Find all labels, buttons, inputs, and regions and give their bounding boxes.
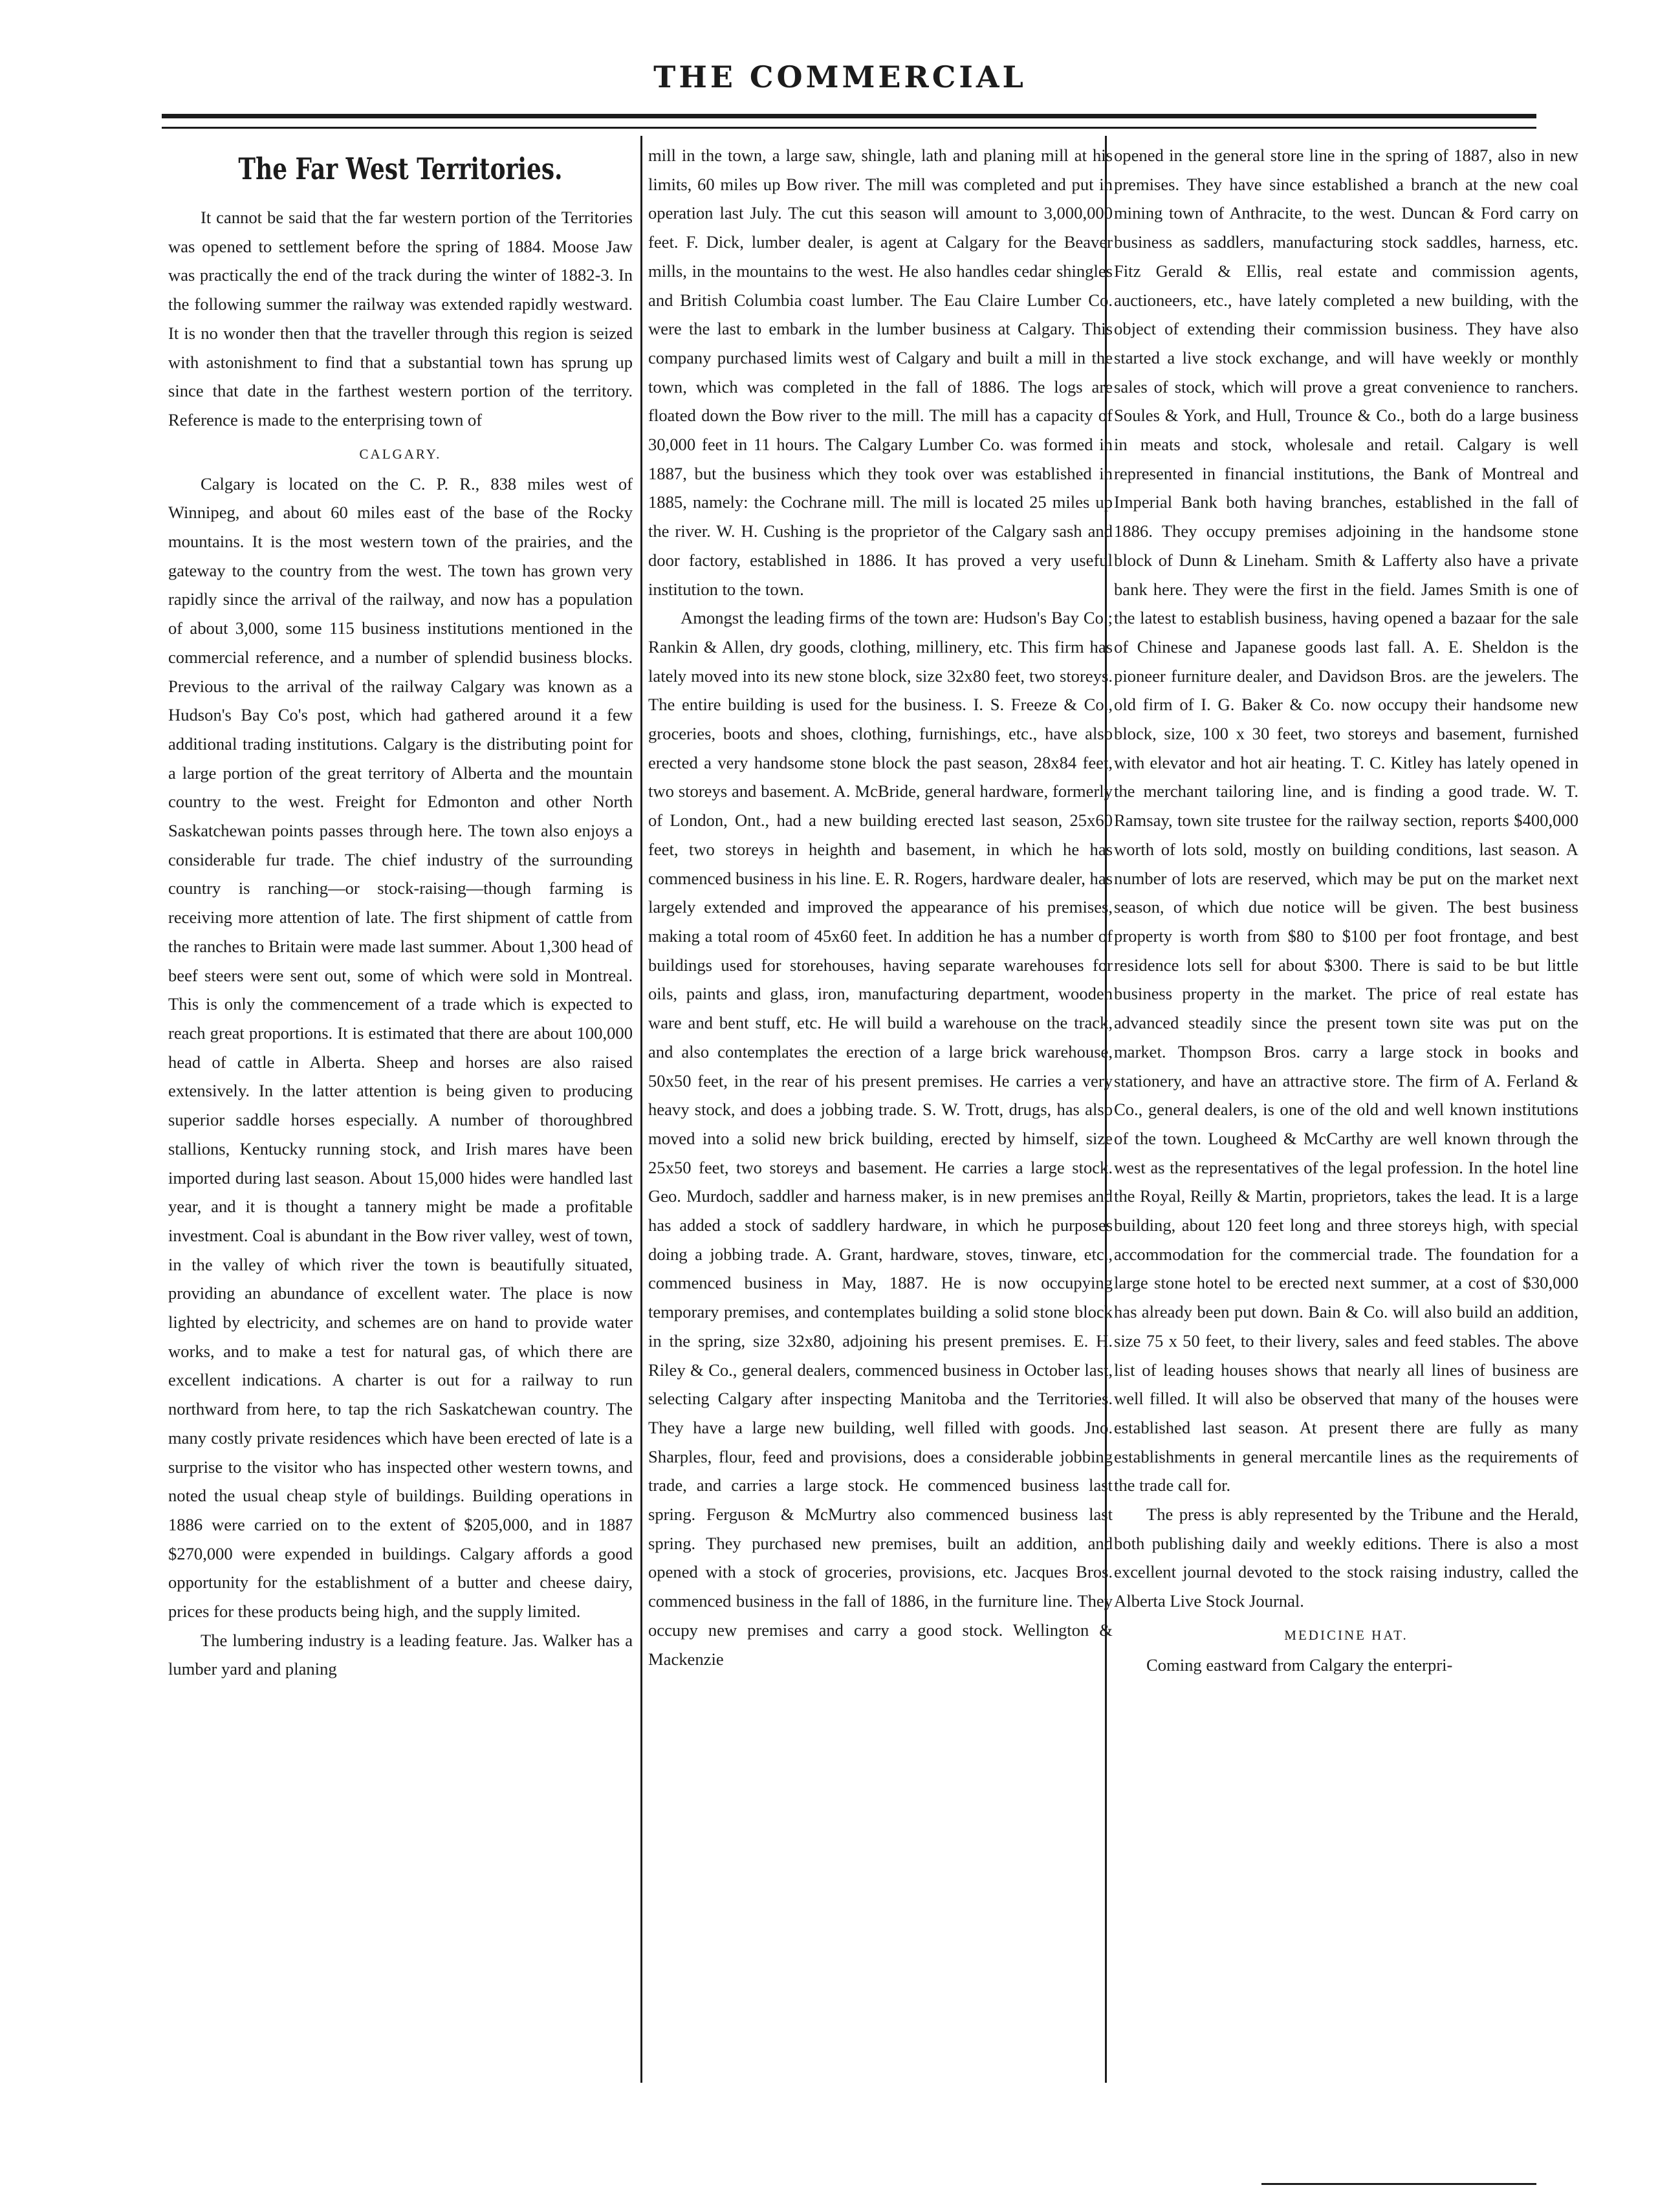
paragraph-medicine-hat: Coming eastward from Calgary the enterpri- [1146, 1655, 1453, 1675]
paragraph-leading-firms: Amongst the leading firms of the town are: Hudson's Bay Co.; Rankin & Allen, dry goods, clothing, millinery, etc. This firm has lately moved into its new stone block, size 32x80 feet, two storeys. The entire building is used for the business. I. S. Freeze & Co., groceries, boots and shoes, clothing, furnishings, etc., have also erected a very handsome stone block the past season, 28x84 feet, two storeys and basement. A. McBride, general hardware, formerly of London, Ont., had a new building erected last season, 25x60 feet, two storeys in heighth and basement, in which he has commenced business in his line. E. R. Rogers, hardware dealer, has largely extended and improved the appearance of his premises, making a total room of 45x60 feet. In addition he has a number of buildings used for storehouses, having separate warehouses for oils, paints and glass, iron, manufacturing department, wooden ware and bent stuff, etc. He will build a warehouse on the track, and also contemplates the erection of a large brick warehouse, 50x50 feet, in the rear of his present premises. He carries a very heavy stock, and does a jobbing trade. S. W. Trott, drugs, has also moved into a solid new brick building, erected by himself, size 25x50 feet, two storeys and basement. He carries a large stock. Geo. Murdoch, saddler and harness maker, is in new premises and has added a stock of saddlery hardware, in which he purposes doing a jobbing trade. A. Grant, hardware, stoves, tinware, etc., commenced business in May, 1887. He is now occupying temporary premises, and contemplates building a solid stone block in the spring, size 32x80, adjoining his present premises. E. H. Riley & Co., general dealers, commenced business in October last, selecting Calgary after inspecting Manitoba and the Territories. They have a large new building, well filled with goods. Jno. Sharples, flour, feed and provisions, does a considerable jobbing trade, and carries a large stock. He commenced business last spring. Ferguson & McMurtry also commenced business last spring. They purchased new premises, built an addition, and opened with a stock of groceries, provisions, etc. Jacques Bros. commenced business in the fall of 1886, in the furniture line. They occupy new premises and carry a good stock. Wellington & Mackenzie [648, 608, 1113, 1669]
masthead-rule-thick [162, 114, 1536, 118]
bottom-rule [1261, 2183, 1536, 2185]
paragraph-lumbering: The lumbering industry is a leading feature. Jas. Walker has a lumber yard and planing [168, 1630, 633, 1679]
column-1 [168, 147, 633, 1684]
masthead-rule-thin [162, 127, 1536, 129]
paragraph-intro: It cannot be said that the far western portion of the Territories was opened to settlement before the spring of 1884. Moose Jaw was practically the end of the track during the winter of 1882-3. In the following summer the railway was extended rapidly westward. It is no wonder then that the traveller through this region is seized with astonishment to find that a substantial town has sprung up since that date in the farthest western portion of the territory. Reference is made to the enterprising town of [168, 208, 633, 429]
paragraph-lumber-mills: mill in the town, a large saw, shingle, lath and planing mill at his limits, 60 miles up Bow river. The mill was completed and put in operation last July. The cut this season will amount to 3,000,000 feet. F. Dick, lumber dealer, is agent at Calgary for the Beaver mills, in the mountains to the west. He also handles cedar shingles and British Columbia coast lumber. The Eau Claire Lumber Co. were the last to embark in the lumber business at Calgary. This company purchased limits west of Calgary and built a mill in the town, which was completed in the fall of 1886. The logs are floated down the Bow river to the mill. The mill has a capacity of 30,000 feet in 11 hours. The Calgary Lumber Co. was formed in 1887, but the business which they took over was established in 1885, namely: the Cochrane mill. The mill is located 25 miles up the river. W. H. Cushing is the proprietor of the Calgary sash and door factory, established in 1886. It has proved a very useful institution to the town. [648, 146, 1113, 599]
subhead-calgary: CALGARY. [359, 446, 442, 462]
masthead-title: THE COMMERCIAL [653, 60, 1027, 94]
column-divider-left [640, 136, 642, 2083]
paragraph-press: The press is ably represented by the Tribune and the Herald, both publishing daily and weekly editions. There is also a most excellent journal devoted to the stock raising industry, called the Alberta Live Stock Journal. [1114, 1504, 1578, 1611]
column-2 [648, 141, 1113, 1673]
paragraph-firms-continued: opened in the general store line in the spring of 1887, also in new premises. They have since established a branch at the new coal mining town of Anthracite, to the west. Duncan & Ford carry on business as saddlers, manufacturing stock saddles, harness, etc. Fitz Gerald & Ellis, real estate and commission agents, auctioneers, etc., have lately completed a new building, with the object of extending their commission business. They have also started a live stock exchange, and will have weekly or monthly sales of stock, which will prove a great convenience to ranchers. Soules & York, and Hull, Trounce & Co., both do a large business in meats and stock, wholesale and retail. Calgary is well represented in financial institutions, the Bank of Montreal and Imperial Bank both having branches, established in the fall of 1886. They occupy premises adjoining in the handsome stone block of Dunn & Lineham. Smith & Lafferty also have a private bank here. They were the first in the field. James Smith is one of the latest to establish business, having opened a bazaar for the sale of Chinese and Japanese goods last fall. A. E. Sheldon is the pioneer furniture dealer, and Davidson Bros. are the jewelers. The old firm of I. G. Baker & Co. now occupy their handsome new block, size, 100 x 30 feet, two storeys and basement, furnished with elevator and hot air heating. T. C. Kitley has lately opened in the merchant tailoring line, and is finding a good trade. W. T. Ramsay, town site trustee for the railway section, reports $400,000 worth of lots sold, mostly on building conditions, last season. A number of lots are reserved, which may be put on the market next season, of which due notice will be given. The best business property is worth from $80 to $100 per foot frontage, and best residence lots sell for about $300. There is said to be but little business property in the market. The price of real estate has advanced steadily since the present town site was put on the market. Thompson Bros. carry a large stock in books and stationery, and have an attractive store. The firm of A. Ferland & Co., general dealers, is one of the old and well known institutions of the town. Lougheed & McCarthy are well known through the west as the representatives of the legal profession. In the hotel line the Royal, Reilly & Martin, proprietors, takes the lead. It is a large building, about 120 feet long and three storeys high, with special accommodation for the commercial trade. The foundation for a large stone hotel to be erected next summer, at a cost of $30,000 has already been put down. Bain & Co. will also build an addition, size 75 x 50 feet, to their livery, sales and feed stables. The above list of leading houses shows that nearly all lines of business are well filled. It will also be observed that many of the houses were established last season. At present there are fully as many establishments in general mercantile lines as the requirements of the trade call for. [1114, 146, 1578, 1495]
column-3 [1114, 141, 1578, 1680]
paragraph-calgary: Calgary is located on the C. P. R., 838 miles west of Winnipeg, and about 60 miles east of the base of the Rocky mountains. It is the most western town of the prairies, and the gateway to the country from the west. The town has grown very rapidly since the arrival of the railway, and now has a population of about 3,000, some 115 business institutions mentioned in the commercial reference, and a number of splendid business blocks. Previous to the arrival of the railway Calgary was known as a Hudson's Bay Co's post, which had gathered around it a few additional trading institutions. Calgary is the distributing point for a large portion of the great territory of Alberta and the mountain country to the west. Freight for Edmonton and other North Saskatchewan points passes through here. The town also enjoys a considerable fur trade. The chief industry of the surrounding country is ranching—or stock-raising—though farming is receiving more attention of late. The first shipment of cattle from the ranches to Britain were made last summer. About 1,300 head of beef steers were sent out, some of which were sold in Montreal. This is only the commencement of a trade which is expected to reach great proportions. It is estimated that there are about 100,000 head of cattle in Alberta. Sheep and horses are also raised extensively. In the latter attention is being given to producing superior saddle horses especially. A number of thoroughbred stallions, Kentucky running stock, and Irish mares have been imported during last season. About 15,000 hides were handled last year, and it is thought a tannery might be made a profitable investment. Coal is abundant in the Bow river valley, west of town, in the valley of which river the town is beautifully situated, providing an abundance of excellent water. The place is now lighted by electricity, and schemes are on hand to provide water works, and to make a test for natural gas, of which there are excellent indications. A charter is out for a railway to run northward from here, to tap the rich Saskatchewan country. The many costly private residences which have been erected of late is a surprise to the visitor who has inspected other western towns, and noted the usual cheap style of buildings. Building operations in 1886 were carried on to the extent of $205,000, and in 1887 $270,000 were expended in buildings. Calgary affords a good opportunity for the establishment of a butter and cheese dairy, prices for these products being high, and the supply limited. [168, 473, 633, 1622]
subhead-medicine-hat: MEDICINE HAT. [1284, 1627, 1408, 1643]
article-title: The Far West Territories. [238, 151, 563, 186]
